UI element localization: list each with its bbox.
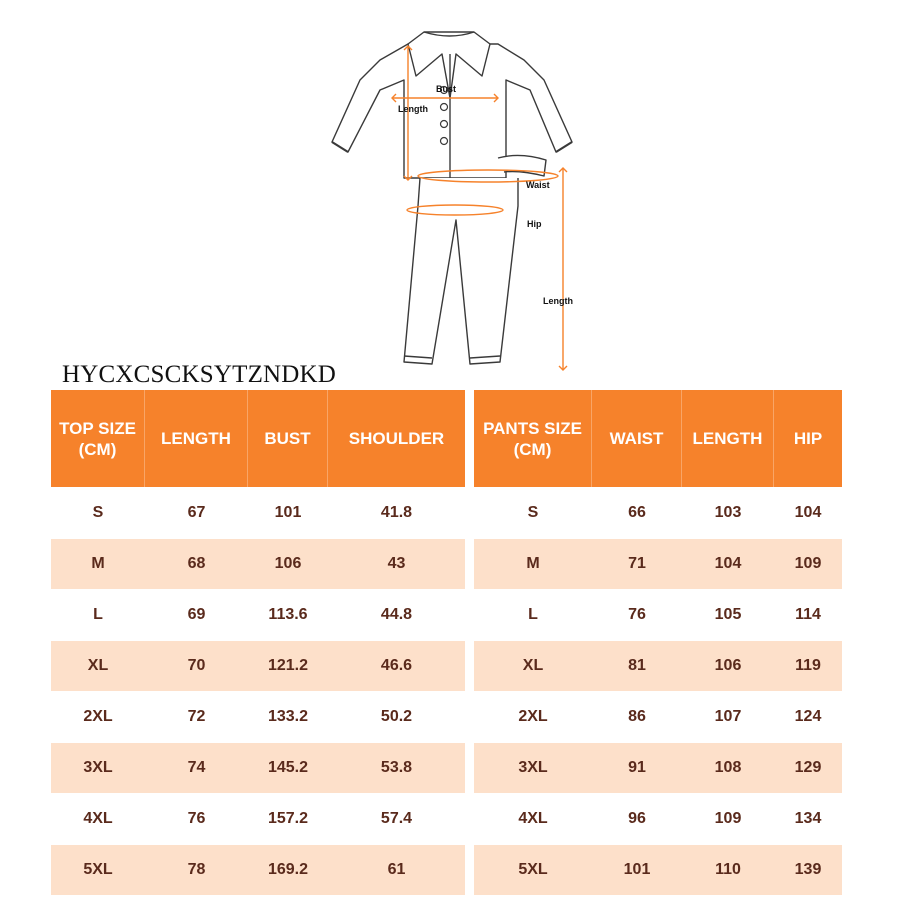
pants-table-header-2: LENGTH bbox=[682, 390, 774, 487]
top-table-cell: 3XL bbox=[51, 742, 145, 793]
pants-table-cell: 66 bbox=[592, 487, 682, 538]
top-table-cell: 101 bbox=[248, 487, 328, 538]
top-table-cell: 169.2 bbox=[248, 844, 328, 895]
table-row bbox=[474, 487, 842, 538]
hip-label: Hip bbox=[527, 219, 542, 229]
top-table-cell: 61 bbox=[328, 844, 465, 895]
top-table-cell: XL bbox=[51, 640, 145, 691]
top-table-cell: 43 bbox=[328, 538, 465, 589]
pants-table-cell: 103 bbox=[682, 487, 774, 538]
table-row bbox=[51, 742, 465, 793]
table-row bbox=[51, 640, 465, 691]
table-row bbox=[51, 538, 465, 589]
top-table-cell: 121.2 bbox=[248, 640, 328, 691]
top-table-header-3: SHOULDER bbox=[328, 390, 465, 487]
top-table-header-row bbox=[51, 390, 465, 487]
top-table-cell: 53.8 bbox=[328, 742, 465, 793]
pants-table-cell: XL bbox=[474, 640, 592, 691]
top-size-table bbox=[51, 390, 465, 895]
pants-table-cell: S bbox=[474, 487, 592, 538]
pants-table-cell: L bbox=[474, 589, 592, 640]
pants-table-cell: 119 bbox=[774, 640, 842, 691]
pants-table-cell: 81 bbox=[592, 640, 682, 691]
pants-table-cell: 71 bbox=[592, 538, 682, 589]
bust-label: Bust bbox=[436, 84, 456, 94]
table-row bbox=[474, 742, 842, 793]
top-table-cell: 76 bbox=[145, 793, 248, 844]
top-table-cell: 72 bbox=[145, 691, 248, 742]
pants-length-label: Length bbox=[543, 296, 573, 306]
pants-table-cell: 139 bbox=[774, 844, 842, 895]
top-table-cell: 46.6 bbox=[328, 640, 465, 691]
pajama-top-illustration bbox=[332, 32, 572, 178]
pants-table-cell: 110 bbox=[682, 844, 774, 895]
top-table-cell: 74 bbox=[145, 742, 248, 793]
top-table-cell: 57.4 bbox=[328, 793, 465, 844]
top-table-header-2: BUST bbox=[248, 390, 328, 487]
table-row bbox=[51, 487, 465, 538]
table-row bbox=[474, 538, 842, 589]
pants-table-header-1: WAIST bbox=[592, 390, 682, 487]
table-row bbox=[51, 589, 465, 640]
pants-table-cell: 104 bbox=[682, 538, 774, 589]
pants-table-cell: 114 bbox=[774, 589, 842, 640]
table-row bbox=[474, 844, 842, 895]
pants-table-cell: 76 bbox=[592, 589, 682, 640]
pants-table-cell: 108 bbox=[682, 742, 774, 793]
pants-table-cell: 4XL bbox=[474, 793, 592, 844]
top-table-cell: M bbox=[51, 538, 145, 589]
top-table-cell: 70 bbox=[145, 640, 248, 691]
waist-label: Waist bbox=[526, 180, 550, 190]
top-table-cell: 5XL bbox=[51, 844, 145, 895]
pants-table-cell: 134 bbox=[774, 793, 842, 844]
pajama-measurement-diagram bbox=[320, 20, 590, 380]
pants-table-cell: 3XL bbox=[474, 742, 592, 793]
pants-table-cell: M bbox=[474, 538, 592, 589]
pants-table-cell: 107 bbox=[682, 691, 774, 742]
pants-table-cell: 91 bbox=[592, 742, 682, 793]
top-table-cell: 69 bbox=[145, 589, 248, 640]
pants-table-cell: 86 bbox=[592, 691, 682, 742]
pants-table-cell: 5XL bbox=[474, 844, 592, 895]
table-row bbox=[474, 793, 842, 844]
top-table-cell: 44.8 bbox=[328, 589, 465, 640]
pants-table-cell: 129 bbox=[774, 742, 842, 793]
table-row bbox=[474, 589, 842, 640]
pants-table-cell: 106 bbox=[682, 640, 774, 691]
top-table-cell: 133.2 bbox=[248, 691, 328, 742]
top-table-cell: S bbox=[51, 487, 145, 538]
top-table-cell: L bbox=[51, 589, 145, 640]
top-table-header-0: TOP SIZE (CM) bbox=[51, 390, 145, 487]
top-table-cell: 106 bbox=[248, 538, 328, 589]
pants-table-cell: 104 bbox=[774, 487, 842, 538]
pants-size-table bbox=[474, 390, 842, 895]
pants-table-cell: 109 bbox=[774, 538, 842, 589]
top-table-cell: 67 bbox=[145, 487, 248, 538]
table-row bbox=[51, 691, 465, 742]
top-table-cell: 157.2 bbox=[248, 793, 328, 844]
top-table-cell: 50.2 bbox=[328, 691, 465, 742]
table-row bbox=[474, 640, 842, 691]
pajama-pants-illustration bbox=[404, 155, 546, 364]
pants-table-header-3: HIP bbox=[774, 390, 842, 487]
table-row bbox=[51, 793, 465, 844]
pants-table-cell: 105 bbox=[682, 589, 774, 640]
top-length-label: Length bbox=[398, 104, 428, 114]
pants-table-header-0: PANTS SIZE (CM) bbox=[474, 390, 592, 487]
top-table-cell: 68 bbox=[145, 538, 248, 589]
pants-table-cell: 124 bbox=[774, 691, 842, 742]
brand-name: HYCXCSCKSYTZNDKD bbox=[62, 361, 337, 388]
top-table-cell: 41.8 bbox=[328, 487, 465, 538]
top-table-cell: 2XL bbox=[51, 691, 145, 742]
top-table-cell: 145.2 bbox=[248, 742, 328, 793]
pants-table-cell: 96 bbox=[592, 793, 682, 844]
pants-table-cell: 2XL bbox=[474, 691, 592, 742]
top-table-header-1: LENGTH bbox=[145, 390, 248, 487]
top-table-cell: 4XL bbox=[51, 793, 145, 844]
table-row bbox=[474, 691, 842, 742]
table-row bbox=[51, 844, 465, 895]
top-table-cell: 113.6 bbox=[248, 589, 328, 640]
pants-table-cell: 109 bbox=[682, 793, 774, 844]
top-table-cell: 78 bbox=[145, 844, 248, 895]
pants-table-header-row bbox=[474, 390, 842, 487]
pants-table-cell: 101 bbox=[592, 844, 682, 895]
